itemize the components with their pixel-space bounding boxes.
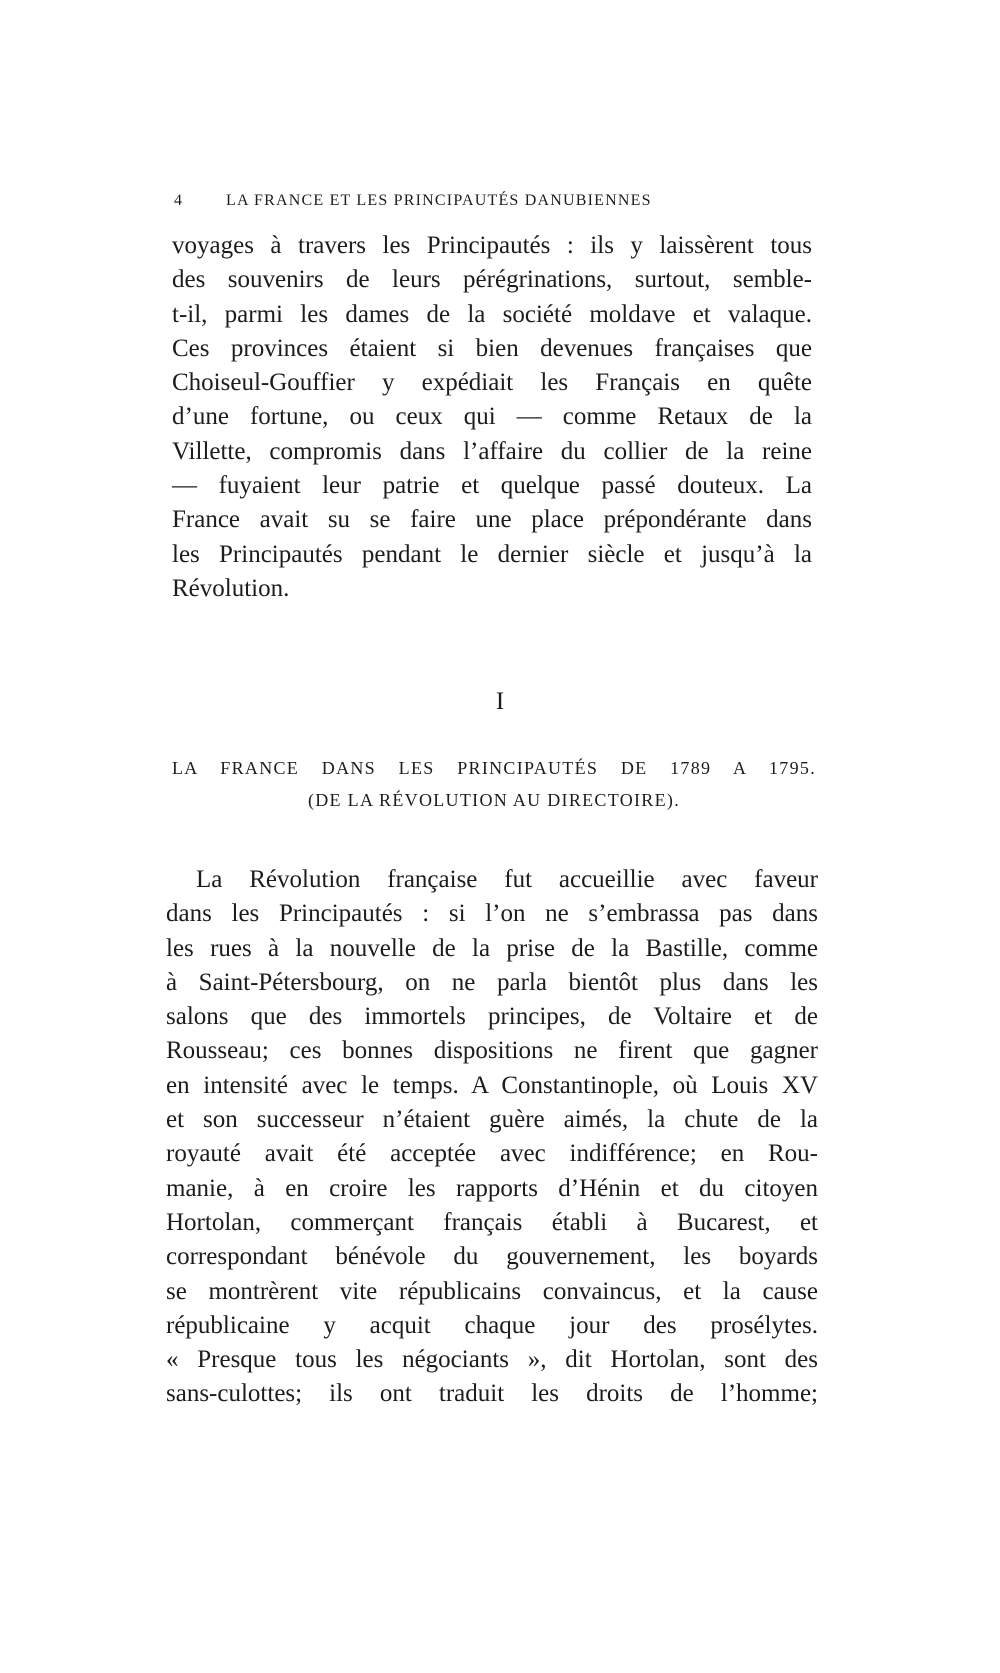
section-numeral: I — [495, 688, 505, 715]
text-line: des souvenirs de leurs pérégrinations, surtout, semble- — [172, 266, 812, 294]
text-line: salons que des immortels principes, de Voltaire et de — [166, 1003, 818, 1031]
page-number: 4 — [174, 192, 184, 209]
text-line: dans les Principautés : si l’on ne s’embrassa pas dans — [166, 900, 818, 928]
text-line: t-il, parmi les dames de la société moldave et valaque. — [172, 300, 812, 328]
text-line: les Principautés pendant le dernier siècle et jusqu’à la — [172, 540, 812, 568]
text-line: les rues à la nouvelle de la prise de la Bastille, comme — [166, 934, 818, 962]
text-line: France avait su se faire une place prépondérante dans — [172, 506, 812, 534]
text-line: « Presque tous les négociants », dit Hortolan, sont des — [166, 1346, 818, 1374]
text-line: Villette, compromis dans l’affaire du collier de la reine — [172, 437, 812, 465]
text-line: à Saint-Pétersbourg, on ne parla bientôt plus dans les — [166, 968, 818, 996]
text-line: en intensité avec le temps. A Constantinople, où Louis XV — [166, 1071, 818, 1099]
running-head — [174, 192, 814, 216]
text-line: Rousseau; ces bonnes dispositions ne firent que gagner — [166, 1037, 818, 1065]
text-line: correspondant bénévole du gouvernement, les boyards — [166, 1243, 818, 1271]
text-line: Révolution. — [172, 574, 290, 602]
text-line: voyages à travers les Principautés : ils y laissèrent tous — [172, 232, 812, 259]
text-line: républicaine y acquit chaque jour des prosélytes. — [166, 1311, 818, 1339]
text-line: manie, à en croire les rapports d’Hénin et du citoyen — [166, 1174, 818, 1202]
text-line: et son successeur n’étaient guère aimés, la chute de la — [166, 1106, 818, 1134]
text-line: sans-culottes; ils ont traduit les droits de l’homme; — [166, 1380, 818, 1408]
paragraph-revolution — [166, 863, 818, 1412]
section-heading-subtitle: (DE LA RÉVOLUTION AU DIRECTOIRE). — [307, 790, 681, 810]
text-line: se montrèrent vite républicains convaincus, et la cause — [166, 1277, 818, 1305]
text-line: Hortolan, commerçant français établi à Bucarest, et — [166, 1208, 818, 1236]
text-line: royauté avait été acceptée avec indifférence; en Rou- — [166, 1140, 818, 1168]
text-line: La Révolution française fut accueillie avec faveur — [196, 866, 818, 893]
paragraph-intro — [172, 229, 812, 606]
section-heading-line: LA FRANCE DANS LES PRINCIPAUTÉS DE 1789 A 1795. — [172, 758, 816, 778]
text-line: Choiseul-Gouffier y expédiait les Français en quête — [172, 369, 812, 397]
section-heading — [172, 752, 816, 816]
text-line: Ces provinces étaient si bien devenues françaises que — [172, 334, 812, 362]
running-title: LA FRANCE ET LES PRINCIPAUTÉS DANUBIENNES — [226, 192, 652, 209]
text-line: d’une fortune, ou ceux qui — comme Retaux de la — [172, 403, 812, 431]
text-line: — fuyaient leur patrie et quelque passé douteux. La — [172, 472, 812, 500]
